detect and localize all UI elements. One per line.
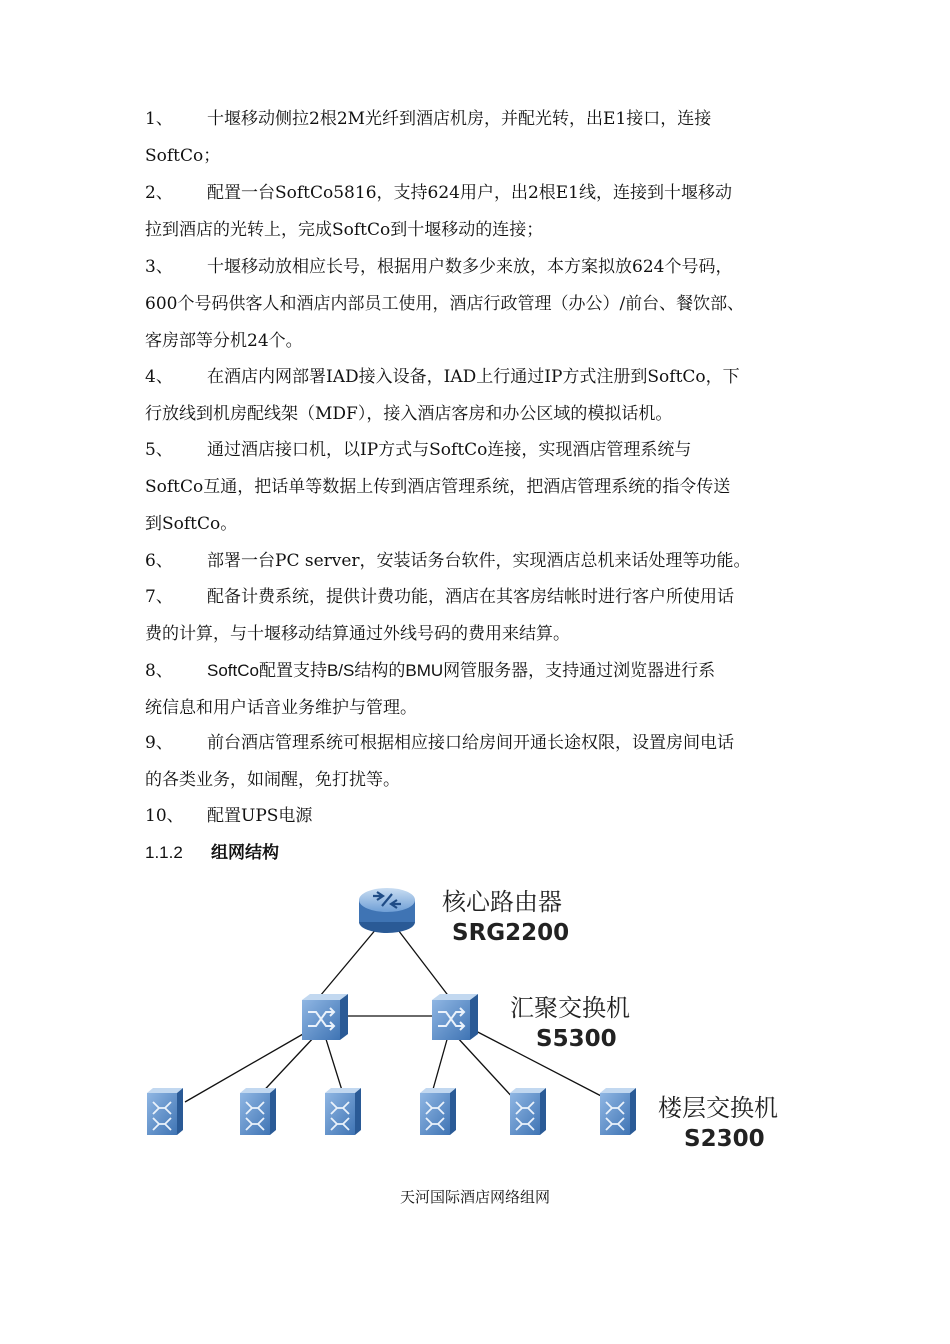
- item-text: 到SoftCo。: [145, 514, 238, 534]
- item-number: 5、: [145, 440, 173, 460]
- item-text: SoftCo；: [145, 146, 221, 166]
- item-number: 1、: [145, 109, 173, 129]
- list-item: [145, 101, 825, 175]
- section-title: 组网结构: [211, 843, 279, 862]
- item-number: 9、: [145, 733, 173, 753]
- section-heading: [145, 838, 279, 863]
- item-text: 行放线到机房配线架（MDF），接入酒店客房和办公区域的模拟话机。: [145, 404, 673, 424]
- aggregation-switch-model: S5300: [536, 1026, 617, 1052]
- switch-icon: [240, 1088, 276, 1135]
- core-router-name: 核心路由器: [442, 888, 562, 916]
- list-item: [145, 579, 825, 653]
- switch-icon: [600, 1088, 636, 1135]
- floor-switch-name: 楼层交换机: [658, 1094, 778, 1122]
- item-text: 配置一台SoftCo5816，支持624用户，出2根E1线，连接到十堰移动: [207, 183, 732, 203]
- list-item: [145, 249, 825, 360]
- item-text: 十堰移动放相应长号，根据用户数多少来放，本方案拟放624个号码，: [207, 257, 733, 277]
- figure-caption: 天河国际酒店网络组网: [399, 1189, 550, 1206]
- item-text: 费的计算，与十堰移动结算通过外线号码的费用来结算。: [145, 624, 570, 644]
- list-item: [145, 543, 825, 580]
- item-number: 2、: [145, 183, 173, 203]
- switch-icon: [510, 1088, 546, 1135]
- item-text: 部署一台PC server，安装话务台软件，实现酒店总机来话处理等功能。: [207, 551, 751, 571]
- item-number: 7、: [145, 587, 173, 607]
- switch-icon: [302, 994, 348, 1040]
- item-text: 的各类业务，如闹醒，免打扰等。: [145, 770, 400, 790]
- item-number: 4、: [145, 367, 173, 387]
- switch-icon: [420, 1088, 456, 1135]
- item-text: 统信息和用户话音业务维护与管理。: [145, 698, 417, 718]
- item-number: 8、: [145, 661, 173, 681]
- item-text: 拉到酒店的光转上，完成SoftCo到十堰移动的连接；: [145, 220, 544, 240]
- item-text: SoftCo互通，把话单等数据上传到酒店管理系统，把酒店管理系统的指令传送: [145, 477, 731, 497]
- list-item: [145, 432, 825, 543]
- core-router-model: SRG2200: [452, 920, 570, 946]
- switch-icon: [147, 1088, 183, 1135]
- item-number: 3、: [145, 257, 173, 277]
- item-text: 十堰移动侧拉2根2M光纤到酒店机房，并配光转，出E1接口，连接: [207, 109, 712, 129]
- item-text: 在酒店内网部署IAD接入设备，IAD上行通过IP方式注册到SoftCo，下: [207, 367, 740, 387]
- list-item: [145, 725, 825, 799]
- switch-icon: [325, 1088, 361, 1135]
- list-item: [145, 652, 825, 727]
- list-item: [145, 798, 825, 835]
- aggregation-switch-name: 汇聚交换机: [510, 994, 630, 1022]
- list-item: [145, 359, 825, 433]
- item-text: 配置UPS电源: [207, 806, 313, 826]
- item-text: 配备计费系统，提供计费功能，酒店在其客房结帐时进行客户所使用话: [207, 587, 734, 607]
- list-item: [145, 175, 825, 249]
- floor-switch-model: S2300: [684, 1126, 765, 1152]
- router-icon: [359, 888, 415, 933]
- item-number: 6、: [145, 551, 173, 571]
- item-text: 600个号码供客人和酒店内部员工使用，酒店行政管理（办公）/前台、餐饮部、: [145, 294, 745, 314]
- item-number: 10、: [145, 806, 184, 826]
- item-text: SoftCo配置支持B/S结构的BMU网管服务器，支持通过浏览器进行系: [207, 661, 716, 680]
- network-diagram: [130, 870, 830, 1170]
- item-text: 通过酒店接口机，以IP方式与SoftCo连接，实现酒店管理系统与: [207, 440, 692, 460]
- item-text: 客房部等分机24个。: [145, 331, 303, 351]
- switch-icon: [432, 994, 478, 1040]
- item-text: 前台酒店管理系统可根据相应接口给房间开通长途权限，设置房间电话: [207, 733, 734, 753]
- section-number: 1.1.2: [145, 843, 183, 862]
